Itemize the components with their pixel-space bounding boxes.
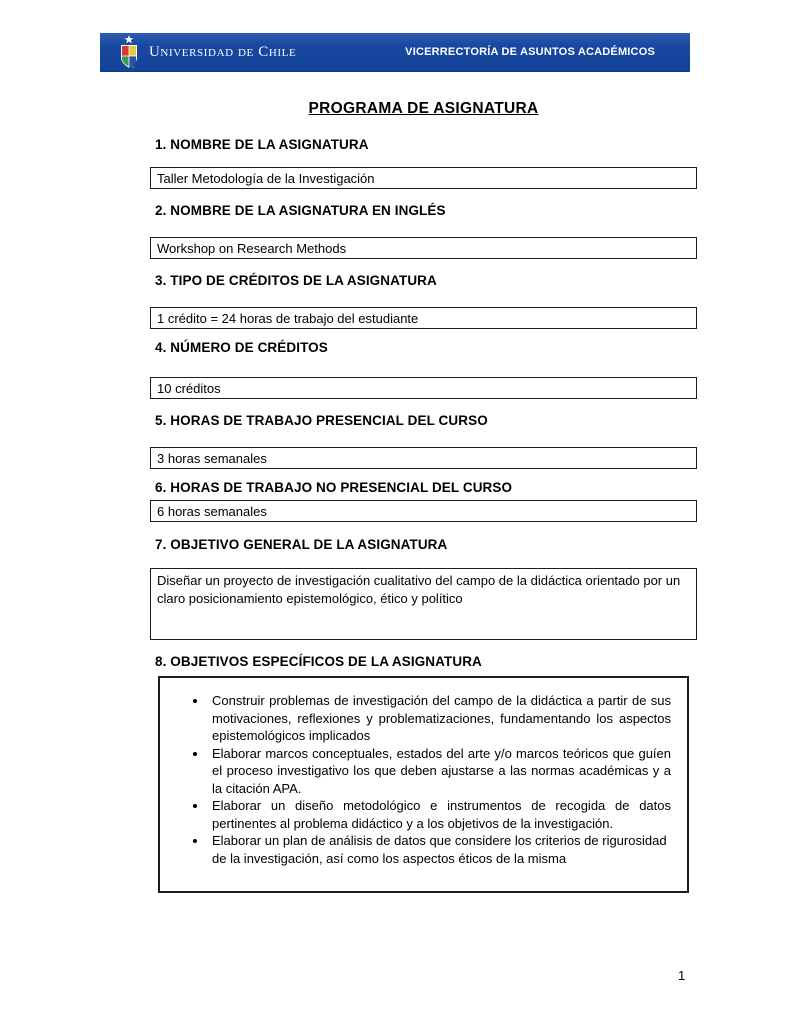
section-1-heading: 1. NOMBRE DE LA ASIGNATURA <box>155 137 369 152</box>
university-name: Universidad de Chile <box>149 43 297 60</box>
section-4-heading: 4. NÚMERO DE CRÉDITOS <box>155 340 328 355</box>
section-6-answer-box: 6 horas semanales <box>150 500 697 522</box>
page-title: PROGRAMA DE ASIGNATURA <box>308 100 539 117</box>
section-4-answer-box: 10 créditos <box>150 377 697 399</box>
objective-item: • Elaborar un diseño metodológico e instrumentos de recogida de datos pertinentes al problema didáctico y a los objetivos de la investigación. <box>208 797 671 832</box>
section-3-answer-box: 1 crédito = 24 horas de trabajo del estudiante <box>150 307 697 329</box>
section-2-heading: 2. NOMBRE DE LA ASIGNATURA EN INGLÉS <box>155 203 446 218</box>
section-5-heading: 5. HORAS DE TRABAJO PRESENCIAL DEL CURSO <box>155 413 488 428</box>
section-7-answer-box: Diseñar un proyecto de investigación cualitativo del campo de la didáctica orientado por un claro posicionamiento epistemológico, ético y político <box>150 568 697 640</box>
objectives-list <box>160 692 677 867</box>
objective-item: • Elaborar un plan de análisis de datos que considere los criterios de rigurosidad de la investigación, así como los aspectos éticos de la misma <box>208 832 671 867</box>
section-1-answer-box: Taller Metodología de la Investigación <box>150 167 697 189</box>
section-7-heading: 7. OBJETIVO GENERAL DE LA ASIGNATURA <box>155 537 448 552</box>
section-8-heading: 8. OBJETIVOS ESPECÍFICOS DE LA ASIGNATURA <box>155 654 482 669</box>
star-icon <box>125 35 134 43</box>
header-bar <box>100 33 690 72</box>
university-crest-icon <box>119 35 139 69</box>
section-8-answer-box <box>158 676 689 893</box>
page-number: 1 <box>678 968 686 983</box>
objective-item: • Elaborar marcos conceptuales, estados del arte y/o marcos teóricos que guíen el proceso investigativo los que deben ajustarse a las normas académicas y a la citación APA. <box>208 745 671 798</box>
objective-item: • Construir problemas de investigación del campo de la didáctica a partir de sus motivaciones, reflexiones y problematizaciones, fundamentando los aspectos epistemológicos implicados <box>208 692 671 745</box>
section-2-answer-box: Workshop on Research Methods <box>150 237 697 259</box>
vicerrectoria-label: VICERRECTORÍA DE ASUNTOS ACADÉMICOS <box>405 46 655 58</box>
section-5-answer-box: 3 horas semanales <box>150 447 697 469</box>
section-6-heading: 6. HORAS DE TRABAJO NO PRESENCIAL DEL CURSO <box>155 480 513 495</box>
section-3-heading: 3. TIPO DE CRÉDITOS DE LA ASIGNATURA <box>155 273 437 288</box>
